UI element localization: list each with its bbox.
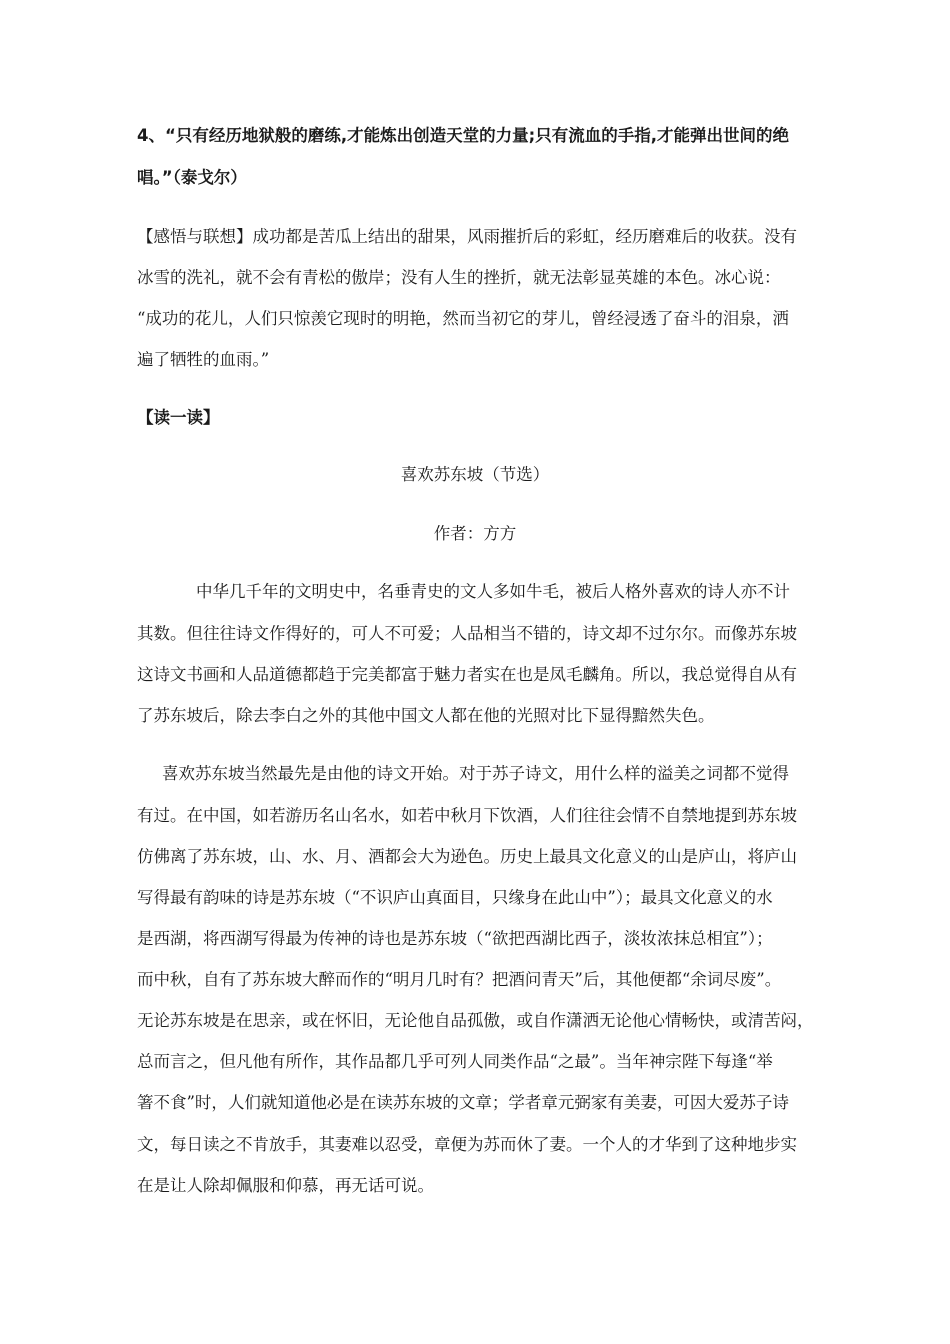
paragraph-line: 写得最有韵味的诗是苏东坡（“不识庐山真面目，只缘身在此山中”）；最具文化意义的水 [137, 888, 773, 907]
paragraph-line: 文，每日读之不肯放手，其妻难以忍受，章便为苏而休了妻。一个人的才华到了这种地步实 [137, 1135, 797, 1154]
article-author: 作者：方方 [433, 524, 517, 543]
paragraph-line: 无论苏东坡是在思亲，或在怀旧，无论他自品孤傲，或自作潇洒无论他心情畅快，或清苦闷， [137, 1011, 814, 1030]
reflection-line: 遍了牺牲的血雨。” [137, 350, 270, 369]
paragraph-line: 仿佛离了苏东坡，山、水、月、酒都会大为逊色。历史上最具文化意义的山是庐山，将庐山 [137, 847, 797, 866]
paragraph-line: 箸不食”时，人们就知道他必是在读苏东坡的文章；学者章元弼家有美妻，可因大爱苏子诗 [137, 1093, 789, 1112]
article-title: 喜欢苏东坡（节选） [400, 465, 550, 484]
reflection-line: 【感悟与联想】成功都是苦瓜上结出的甜果，风雨摧折后的彩虹，经历磨难后的收获。没有 [137, 227, 797, 246]
reading-heading: 【读一读】 [137, 408, 220, 427]
paragraph-line: 总而言之，但凡他有所作，其作品都几乎可列人同类作品“之最”。当年神宗陛下每逢“举 [137, 1052, 773, 1071]
paragraph-line: 这诗文书画和人品道德都趋于完美都富于魅力者实在也是凤毛麟角。所以，我总觉得自从有 [137, 665, 797, 684]
paragraph-line: 其数。但往往诗文作得好的，可人不可爱；人品相当不错的，诗文却不过尔尔。而像苏东坡 [137, 624, 797, 643]
paragraph-line: 是西湖，将西湖写得最为传神的诗也是苏东坡（“欲把西湖比西子，淡妆浓抹总相宜”）； [137, 929, 773, 948]
paragraph-line: 在是让人除却佩服和仰慕，再无话可说。 [137, 1176, 434, 1195]
reflection-line: “成功的花儿，人们只惊羡它现时的明艳，然而当初它的芽儿，曾经浸透了奋斗的泪泉，洒 [137, 309, 789, 328]
paragraph-line: 有过。在中国，如若游历名山名水，如若中秋月下饮酒，人们往往会情不自禁地提到苏东坡 [137, 806, 797, 825]
paragraph-line: 了苏东坡后，除去李白之外的其他中国文人都在他的光照对比下显得黯然失色。 [137, 706, 715, 725]
reflection-line: 冰雪的洗礼，就不会有青松的傲岸；没有人生的挫折，就无法彰显英雄的本色。冰心说： [137, 268, 781, 287]
quote-line: 唱。”（泰戈尔） [137, 168, 247, 187]
paragraph-line: 中华几千年的文明史中，名垂青史的文人多如牛毛，被后人格外喜欢的诗人亦不计 [196, 582, 790, 601]
paragraph-line: 喜欢苏东坡当然最先是由他的诗文开始。对于苏子诗文，用什么样的溢美之词都不觉得 [162, 764, 789, 783]
quote-line: 4、“只有经历地狱般的磨练,才能炼出创造天堂的力量;只有流血的手指,才能弹出世间的绝 [137, 126, 789, 145]
paragraph-line: 而中秋，自有了苏东坡大醉而作的“明月几时有？把酒问青天”后，其他便都“余词尽废”。 [137, 970, 782, 989]
